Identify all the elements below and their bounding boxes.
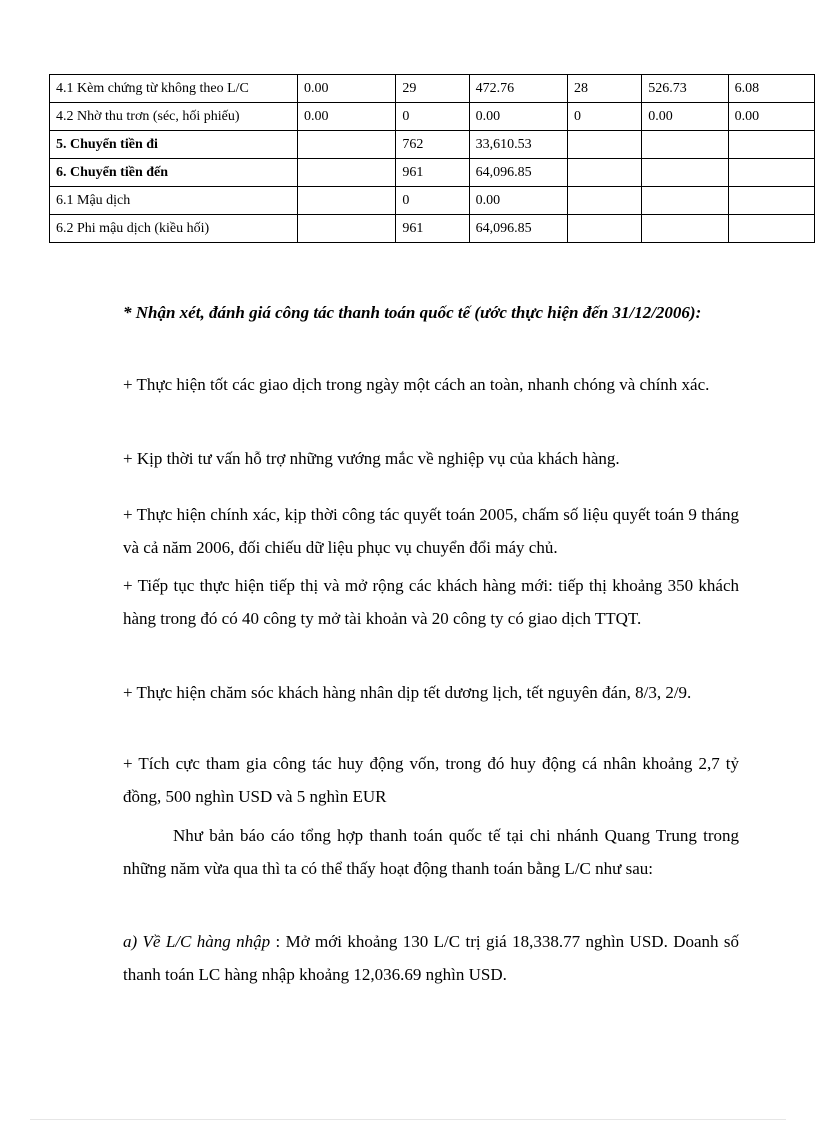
paragraph-7: Như bản báo cáo tổng hợp thanh toán quốc tế tại chi nhánh Quang Trung trong những năm vừa qua thì ta có thể thấy hoạt động thanh toán bằng L/C như sau: xyxy=(123,826,739,878)
paragraph-8-lead: a) Về L/C hàng nhập xyxy=(123,932,271,951)
paragraph-1: + Thực hiện tốt các giao dịch trong ngày một cách an toàn, nhanh chóng và chính xác. xyxy=(123,375,710,394)
table-cell: 0.00 xyxy=(728,103,814,131)
table-cell xyxy=(728,131,814,159)
table-cell: 472.76 xyxy=(469,75,567,103)
table-cell: 28 xyxy=(568,75,642,103)
table-cell: 0.00 xyxy=(297,103,395,131)
table-cell: 0 xyxy=(396,103,469,131)
payment-table xyxy=(49,74,815,243)
table-cell xyxy=(297,159,395,187)
table-cell: 6.08 xyxy=(728,75,814,103)
paragraph-8 xyxy=(123,925,739,991)
table-cell: 29 xyxy=(396,75,469,103)
table-cell xyxy=(568,187,642,215)
table-cell: 0.00 xyxy=(642,103,728,131)
table-cell: 961 xyxy=(396,215,469,243)
table-cell xyxy=(568,131,642,159)
table-cell xyxy=(728,159,814,187)
table-row xyxy=(50,187,815,215)
paragraph-5: + Thực hiện chăm sóc khách hàng nhân dịp tết dương lịch, tết nguyên đán, 8/3, 2/9. xyxy=(123,683,692,702)
paragraph-3: + Thực hiện chính xác, kịp thời công tác quyết toán 2005, chấm số liệu quyết toán 9 tháng và cả năm 2006, đối chiếu dữ liệu phục vụ chuyển đổi máy chủ. xyxy=(123,505,739,557)
table-cell: 0.00 xyxy=(469,187,567,215)
table-cell xyxy=(642,131,728,159)
table-row xyxy=(50,215,815,243)
table-cell: 0 xyxy=(568,103,642,131)
evaluation-heading: * Nhận xét, đánh giá công tác thanh toán quốc tế (ước thực hiện đến 31/12/2006): xyxy=(123,303,702,322)
table-cell xyxy=(642,215,728,243)
table-cell: 6.1 Mậu dịch xyxy=(50,187,298,215)
table-cell: 0.00 xyxy=(297,75,395,103)
table-cell xyxy=(297,187,395,215)
table-row xyxy=(50,75,815,103)
table-cell: 961 xyxy=(396,159,469,187)
table-cell xyxy=(297,215,395,243)
table-cell: 526.73 xyxy=(642,75,728,103)
table-cell xyxy=(297,131,395,159)
paragraph-2: + Kịp thời tư vấn hỗ trợ những vướng mắc về nghiệp vụ của khách hàng. xyxy=(123,449,620,468)
paragraph-4: + Tiếp tục thực hiện tiếp thị và mở rộng các khách hàng mới: tiếp thị khoảng 350 khách hàng trong đó có 40 công ty mở tài khoản và 20 công ty có giao dịch TTQT. xyxy=(123,576,739,628)
table-cell xyxy=(728,187,814,215)
table-cell: 4.2 Nhờ thu trơn (séc, hối phiếu) xyxy=(50,103,298,131)
paragraph-6: + Tích cực tham gia công tác huy động vốn, trong đó huy động cá nhân khoảng 2,7 tỷ đồng, 500 nghìn USD và 5 nghìn EUR xyxy=(123,754,739,806)
table-cell: 64,096.85 xyxy=(469,215,567,243)
table-row xyxy=(50,103,815,131)
table-cell xyxy=(568,215,642,243)
table-cell: 5. Chuyển tiền đi xyxy=(50,131,298,159)
table-cell: 4.1 Kèm chứng từ không theo L/C xyxy=(50,75,298,103)
page-bottom-divider xyxy=(30,1119,786,1120)
table-cell: 6. Chuyển tiền đến xyxy=(50,159,298,187)
table-cell: 33,610.53 xyxy=(469,131,567,159)
table-cell: 0.00 xyxy=(469,103,567,131)
table-cell: 0 xyxy=(396,187,469,215)
table-cell xyxy=(728,215,814,243)
table-cell xyxy=(642,187,728,215)
table-cell xyxy=(568,159,642,187)
table-cell xyxy=(642,159,728,187)
table-cell: 762 xyxy=(396,131,469,159)
table-cell: 64,096.85 xyxy=(469,159,567,187)
table-row xyxy=(50,159,815,187)
paragraph-8-rest: : Mở mới khoảng 130 L/C trị giá 18,338.77 nghìn USD. Doanh số thanh toán LC hàng nhập khoảng 12,036.69 nghìn USD. xyxy=(123,932,740,984)
table-row xyxy=(50,131,815,159)
table-cell: 6.2 Phi mậu dịch (kiều hối) xyxy=(50,215,298,243)
